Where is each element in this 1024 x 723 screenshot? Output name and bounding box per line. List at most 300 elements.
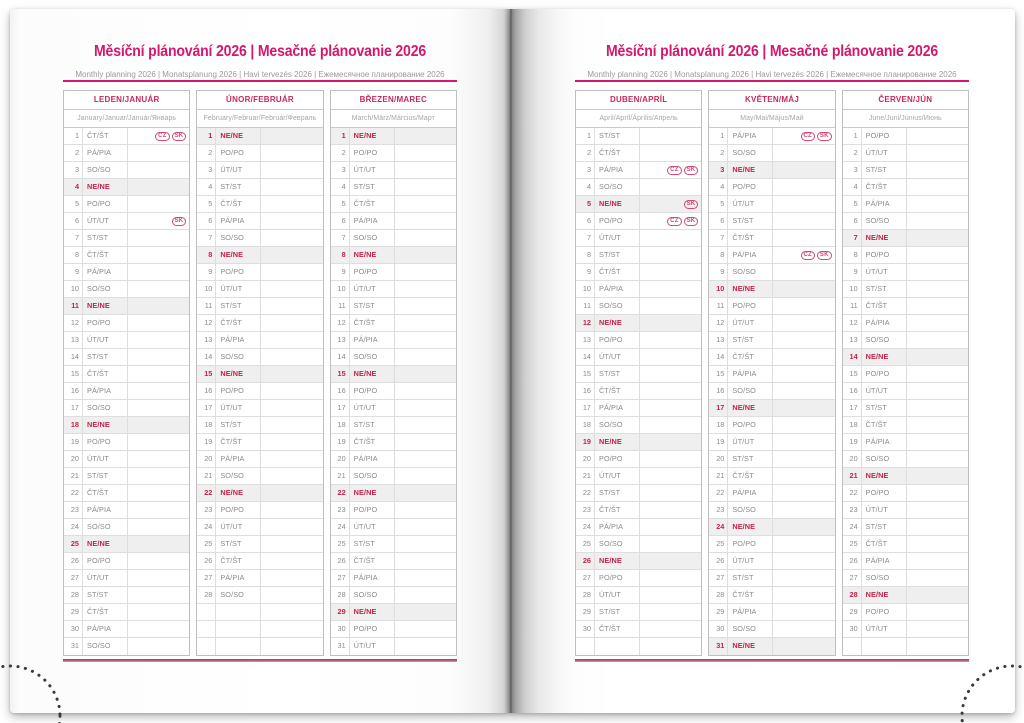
notes-cell [261, 264, 322, 280]
day-row [576, 366, 701, 383]
day-row [576, 247, 701, 264]
day-number: 15 [197, 366, 216, 382]
day-abbrev: ST/ST [350, 298, 395, 314]
day-abbrev: PO/PO [595, 332, 640, 348]
day-abbrev: ČT/ŠT [728, 468, 773, 484]
notes-cell [640, 332, 701, 348]
notes-cell [773, 128, 834, 144]
day-abbrev: ČT/ŠT [216, 315, 261, 331]
day-row [197, 451, 322, 468]
day-row [197, 213, 322, 230]
day-abbrev: ČT/ŠT [862, 179, 907, 195]
day-row [64, 230, 189, 247]
day-number: 27 [709, 570, 728, 586]
notes-cell [128, 553, 189, 569]
day-number: 8 [576, 247, 595, 263]
day-number: 12 [197, 315, 216, 331]
day-number: 20 [843, 451, 862, 467]
day-abbrev: PO/PO [862, 366, 907, 382]
day-abbrev: NE/NE [728, 281, 773, 297]
day-row [709, 502, 834, 519]
day-number: 11 [64, 298, 83, 314]
day-abbrev: SO/SO [350, 349, 395, 365]
day-row [709, 638, 834, 655]
day-row [197, 145, 322, 162]
notes-cell [261, 179, 322, 195]
notes-cell [907, 247, 968, 263]
day-number: 5 [709, 196, 728, 212]
day-row [197, 553, 322, 570]
day-row [331, 553, 456, 570]
day-number: 28 [197, 587, 216, 603]
day-row [197, 400, 322, 417]
day-number: 4 [64, 179, 83, 195]
notes-cell [395, 604, 456, 620]
day-row [709, 536, 834, 553]
day-abbrev: PO/PO [595, 213, 640, 229]
day-number: 22 [576, 485, 595, 501]
day-number: 25 [64, 536, 83, 552]
day-number: 3 [576, 162, 595, 178]
day-number: 15 [709, 366, 728, 382]
day-abbrev: SO/SO [216, 349, 261, 365]
day-number: 28 [709, 587, 728, 603]
notes-cell [907, 638, 968, 655]
day-abbrev: ÚT/UT [862, 621, 907, 637]
day-number: 8 [331, 247, 350, 263]
notes-cell [261, 587, 322, 603]
day-row [843, 400, 968, 417]
day-row [709, 485, 834, 502]
day-row [843, 366, 968, 383]
page-subtitle: Monthly planning 2026 | Monatsplanung 2026 | Havi tervezés 2026 | Ежемесячное планирование 2026 [75, 69, 445, 79]
day-row [331, 621, 456, 638]
day-abbrev: SO/SO [728, 383, 773, 399]
day-number: 10 [843, 281, 862, 297]
notes-cell [907, 417, 968, 433]
notes-cell [907, 179, 968, 195]
day-row [576, 264, 701, 281]
months-row [575, 90, 969, 656]
day-row [331, 570, 456, 587]
notes-cell [395, 349, 456, 365]
day-row [197, 519, 322, 536]
notes-cell [907, 298, 968, 314]
sk-holiday-flag-icon: SK [172, 132, 187, 141]
day-abbrev: SO/SO [862, 213, 907, 229]
day-row [576, 536, 701, 553]
day-row [843, 536, 968, 553]
day-abbrev: ÚT/UT [216, 162, 261, 178]
day-row [576, 587, 701, 604]
day-number: 20 [709, 451, 728, 467]
notes-cell [907, 145, 968, 161]
notes-cell [128, 128, 189, 144]
day-row [576, 281, 701, 298]
day-number: 13 [197, 332, 216, 348]
day-number: 29 [576, 604, 595, 620]
day-number: 25 [197, 536, 216, 552]
sk-holiday-flag-icon: SK [172, 217, 187, 226]
day-number: 22 [843, 485, 862, 501]
day-number: 27 [576, 570, 595, 586]
day-row [709, 230, 834, 247]
notes-cell [640, 247, 701, 263]
notes-cell [907, 621, 968, 637]
day-number: 28 [843, 587, 862, 603]
day-abbrev: ÚT/UT [350, 519, 395, 535]
day-row [843, 213, 968, 230]
notes-cell [907, 553, 968, 569]
notes-cell [395, 553, 456, 569]
notes-cell [128, 264, 189, 280]
day-abbrev: SO/SO [83, 638, 128, 655]
day-abbrev: SO/SO [862, 570, 907, 586]
day-row [331, 587, 456, 604]
day-row [64, 553, 189, 570]
day-row [331, 417, 456, 434]
day-row [197, 638, 322, 655]
day-abbrev: PÁ/PIA [862, 553, 907, 569]
day-abbrev: NE/NE [83, 298, 128, 314]
notes-cell [907, 383, 968, 399]
day-row [197, 247, 322, 264]
notes-cell [773, 264, 834, 280]
day-abbrev: ČT/ŠT [862, 536, 907, 552]
notes-cell [395, 502, 456, 518]
day-number: 19 [197, 434, 216, 450]
day-number: 18 [843, 417, 862, 433]
day-row [331, 128, 456, 145]
day-row [709, 604, 834, 621]
day-abbrev: PO/PO [728, 417, 773, 433]
day-number [576, 638, 595, 655]
day-row [843, 332, 968, 349]
notes-cell [907, 400, 968, 416]
notes-cell [395, 417, 456, 433]
day-abbrev [595, 638, 640, 655]
notes-cell [128, 638, 189, 655]
day-number: 15 [843, 366, 862, 382]
day-row [843, 553, 968, 570]
day-number: 26 [843, 553, 862, 569]
day-number: 14 [709, 349, 728, 365]
day-row [709, 349, 834, 366]
day-abbrev: PÁ/PIA [728, 128, 773, 144]
day-number: 25 [576, 536, 595, 552]
day-number: 1 [843, 128, 862, 144]
day-row [64, 196, 189, 213]
notes-cell [773, 400, 834, 416]
day-row [576, 349, 701, 366]
day-number: 13 [331, 332, 350, 348]
day-number: 22 [64, 485, 83, 501]
day-number: 8 [709, 247, 728, 263]
day-abbrev: PÁ/PIA [83, 502, 128, 518]
day-abbrev: ÚT/UT [83, 213, 128, 229]
day-abbrev: ÚT/UT [728, 196, 773, 212]
day-number: 14 [64, 349, 83, 365]
day-number: 12 [709, 315, 728, 331]
day-abbrev: ÚT/UT [83, 332, 128, 348]
day-abbrev: SO/SO [83, 162, 128, 178]
notes-cell [261, 213, 322, 229]
notes-cell [773, 162, 834, 178]
day-abbrev: PO/PO [83, 434, 128, 450]
day-abbrev: PO/PO [350, 383, 395, 399]
notes-cell [261, 434, 322, 450]
notes-cell [640, 213, 701, 229]
day-row [709, 621, 834, 638]
day-number: 1 [197, 128, 216, 144]
notes-cell [128, 281, 189, 297]
notes-cell [261, 230, 322, 246]
day-abbrev: ÚT/UT [83, 451, 128, 467]
day-row [709, 519, 834, 536]
day-abbrev: PÁ/PIA [595, 162, 640, 178]
day-abbrev: NE/NE [862, 587, 907, 603]
notes-cell [395, 400, 456, 416]
day-number: 18 [197, 417, 216, 433]
notes-cell [128, 247, 189, 263]
day-row [576, 383, 701, 400]
day-abbrev: SO/SO [595, 417, 640, 433]
month-days [843, 128, 968, 655]
day-number: 12 [331, 315, 350, 331]
day-number: 16 [64, 383, 83, 399]
notes-cell [261, 468, 322, 484]
day-row [331, 298, 456, 315]
day-number: 15 [576, 366, 595, 382]
notes-cell [640, 451, 701, 467]
day-row [576, 434, 701, 451]
day-abbrev: ST/ST [728, 570, 773, 586]
day-row [709, 570, 834, 587]
day-number: 23 [197, 502, 216, 518]
months-row [63, 90, 457, 656]
notes-cell [128, 519, 189, 535]
day-abbrev: ČT/ŠT [728, 587, 773, 603]
day-number: 24 [331, 519, 350, 535]
day-row [64, 281, 189, 298]
notes-cell [640, 434, 701, 450]
day-row [843, 604, 968, 621]
month-table-june [842, 90, 969, 656]
notes-cell [261, 247, 322, 263]
day-row [197, 468, 322, 485]
day-abbrev: SO/SO [216, 587, 261, 603]
day-abbrev: PO/PO [216, 383, 261, 399]
notes-cell [907, 451, 968, 467]
day-row [64, 179, 189, 196]
day-number: 16 [843, 383, 862, 399]
day-abbrev: SO/SO [83, 519, 128, 535]
day-row [331, 179, 456, 196]
footer-rule [63, 659, 457, 662]
notes-cell [128, 468, 189, 484]
day-row [64, 604, 189, 621]
day-abbrev [216, 638, 261, 655]
day-number: 2 [576, 145, 595, 161]
notes-cell [640, 162, 701, 178]
notes-cell [640, 417, 701, 433]
day-abbrev: PÁ/PIA [216, 451, 261, 467]
day-number: 8 [843, 247, 862, 263]
day-number: 21 [576, 468, 595, 484]
day-number: 26 [331, 553, 350, 569]
day-row [576, 604, 701, 621]
day-number: 5 [576, 196, 595, 212]
day-number: 5 [331, 196, 350, 212]
day-abbrev: ČT/ŠT [350, 315, 395, 331]
day-abbrev: ČT/ŠT [595, 383, 640, 399]
notes-cell [395, 485, 456, 501]
day-row [331, 213, 456, 230]
notes-cell [640, 468, 701, 484]
day-number: 23 [576, 502, 595, 518]
day-number: 1 [331, 128, 350, 144]
notes-cell [395, 451, 456, 467]
day-abbrev: ČT/ŠT [862, 417, 907, 433]
day-row [197, 315, 322, 332]
day-abbrev: ČT/ŠT [862, 298, 907, 314]
notes-cell [773, 587, 834, 603]
day-row [843, 451, 968, 468]
notes-cell [261, 400, 322, 416]
day-abbrev: ST/ST [216, 298, 261, 314]
day-row [331, 502, 456, 519]
day-row [576, 502, 701, 519]
day-abbrev: ST/ST [862, 519, 907, 535]
notes-cell [261, 519, 322, 535]
day-row [64, 519, 189, 536]
day-row [331, 366, 456, 383]
day-number: 28 [64, 587, 83, 603]
notes-cell [128, 332, 189, 348]
day-abbrev: PÁ/PIA [350, 213, 395, 229]
notes-cell [261, 502, 322, 518]
month-langs: April/Apríl/Április/Апрель [576, 110, 701, 128]
day-row [197, 332, 322, 349]
day-row [64, 162, 189, 179]
notes-cell [261, 604, 322, 620]
notes-cell [907, 468, 968, 484]
day-row [843, 162, 968, 179]
day-abbrev: ÚT/UT [216, 519, 261, 535]
day-row [843, 621, 968, 638]
day-abbrev: SO/SO [83, 281, 128, 297]
day-row [197, 502, 322, 519]
notes-cell [395, 298, 456, 314]
notes-cell [773, 247, 834, 263]
day-abbrev: PÁ/PIA [862, 315, 907, 331]
notes-cell [640, 638, 701, 655]
day-number: 1 [709, 128, 728, 144]
day-row [576, 553, 701, 570]
notes-cell [907, 349, 968, 365]
day-abbrev [216, 621, 261, 637]
notes-cell [261, 417, 322, 433]
day-abbrev: ÚT/UT [862, 145, 907, 161]
day-number: 13 [64, 332, 83, 348]
day-number: 20 [64, 451, 83, 467]
day-abbrev: NE/NE [350, 366, 395, 382]
day-number: 2 [709, 145, 728, 161]
day-number: 19 [709, 434, 728, 450]
day-abbrev: ČT/ŠT [216, 434, 261, 450]
day-abbrev: PO/PO [862, 485, 907, 501]
day-row [64, 128, 189, 145]
notes-cell [907, 281, 968, 297]
day-number: 9 [576, 264, 595, 280]
sk-holiday-flag-icon: SK [684, 166, 699, 175]
day-row [709, 196, 834, 213]
notes-cell [395, 434, 456, 450]
notes-cell [128, 162, 189, 178]
day-number: 27 [843, 570, 862, 586]
day-number: 24 [709, 519, 728, 535]
notes-cell [261, 162, 322, 178]
notes-cell [128, 349, 189, 365]
day-row [64, 213, 189, 230]
notes-cell [640, 621, 701, 637]
day-abbrev: ST/ST [83, 349, 128, 365]
notes-cell [128, 145, 189, 161]
day-row [64, 247, 189, 264]
day-abbrev: ST/ST [728, 213, 773, 229]
day-abbrev: SO/SO [350, 468, 395, 484]
day-number: 8 [64, 247, 83, 263]
day-abbrev: ST/ST [728, 332, 773, 348]
day-row [197, 162, 322, 179]
month-table-march [330, 90, 457, 656]
day-row [331, 315, 456, 332]
day-row [576, 332, 701, 349]
day-abbrev: ÚT/UT [216, 281, 261, 297]
day-row [331, 230, 456, 247]
day-abbrev: SO/SO [862, 451, 907, 467]
day-row [331, 247, 456, 264]
day-abbrev: ST/ST [83, 468, 128, 484]
notes-cell [395, 638, 456, 655]
notes-cell [261, 332, 322, 348]
day-abbrev: PO/PO [83, 315, 128, 331]
day-number: 2 [331, 145, 350, 161]
day-number: 17 [64, 400, 83, 416]
day-row [197, 621, 322, 638]
notes-cell [640, 570, 701, 586]
month-days [709, 128, 834, 655]
day-row [64, 570, 189, 587]
notes-cell [773, 332, 834, 348]
day-number: 21 [197, 468, 216, 484]
day-row [843, 196, 968, 213]
day-number: 10 [709, 281, 728, 297]
day-number: 13 [709, 332, 728, 348]
day-number: 20 [331, 451, 350, 467]
day-abbrev: NE/NE [595, 196, 640, 212]
day-number: 3 [709, 162, 728, 178]
day-abbrev: NE/NE [595, 553, 640, 569]
day-abbrev: PÁ/PIA [216, 332, 261, 348]
day-number: 10 [197, 281, 216, 297]
day-abbrev: PÁ/PIA [83, 383, 128, 399]
day-row [576, 162, 701, 179]
notes-cell [395, 145, 456, 161]
day-number: 7 [64, 230, 83, 246]
day-abbrev: PO/PO [350, 145, 395, 161]
day-abbrev: SO/SO [728, 502, 773, 518]
